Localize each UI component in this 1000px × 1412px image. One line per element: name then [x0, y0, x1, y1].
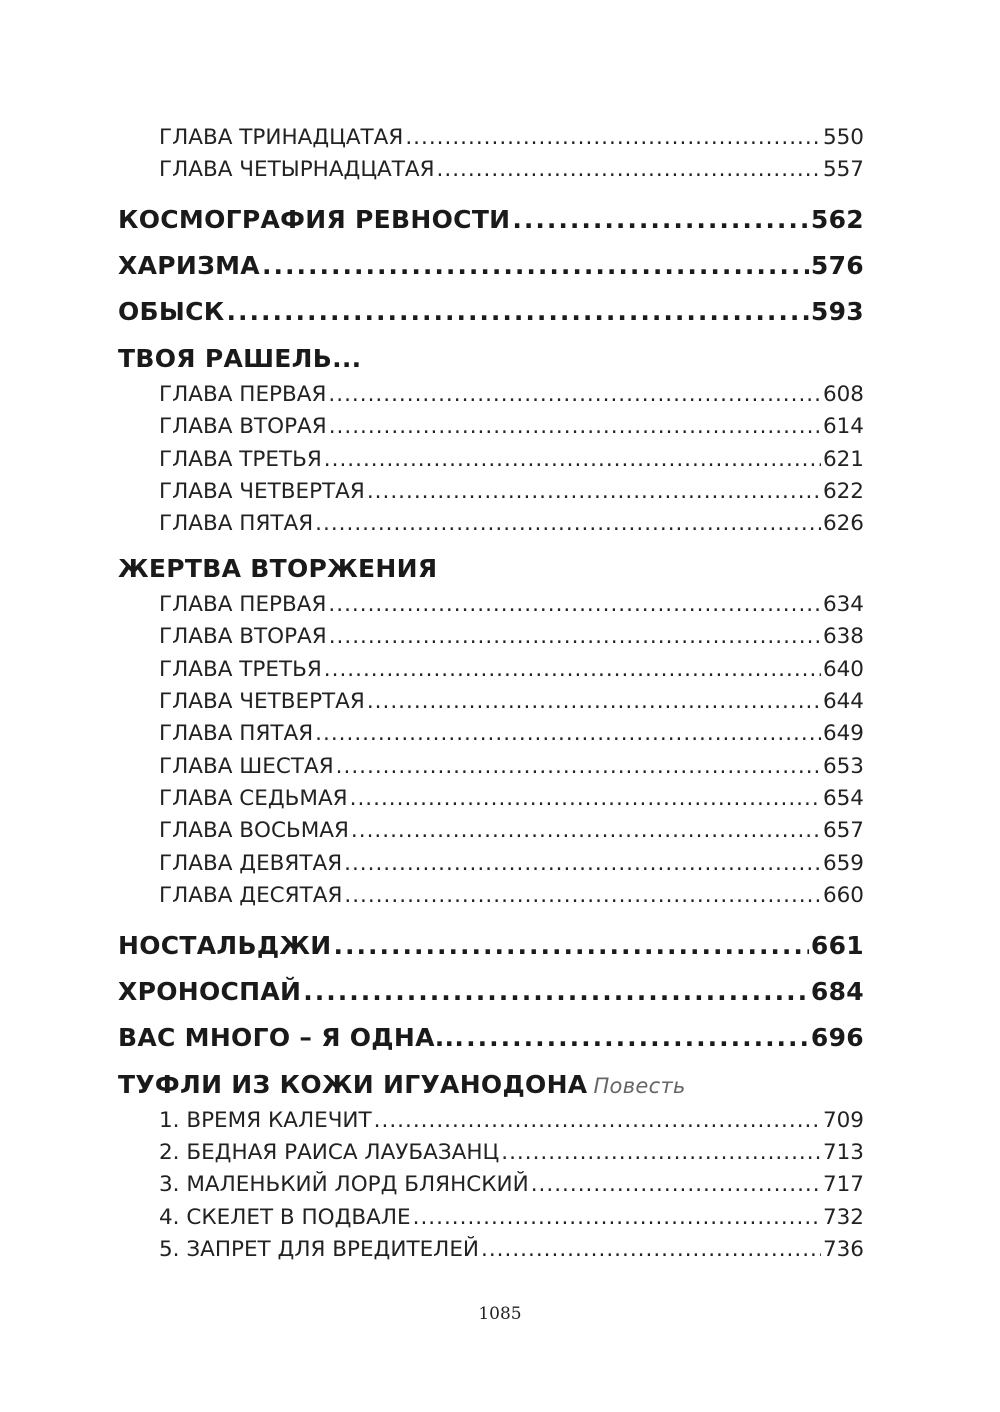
dot-leader — [481, 1234, 821, 1266]
dot-leader — [405, 122, 821, 154]
toc-chapter-entry[interactable] — [118, 411, 864, 443]
chapter-title: 3. МАЛЕНЬКИЙ ЛОРД БЛЯНСКИЙ — [159, 1172, 529, 1198]
dot-leader — [262, 243, 809, 289]
dot-leader — [512, 197, 809, 243]
dot-leader — [329, 621, 821, 653]
toc-entry-obysk[interactable] — [118, 289, 864, 335]
chapter-title: 1. ВРЕМЯ КАЛЕЧИТ — [159, 1107, 372, 1133]
toc-chapter-entry[interactable] — [118, 815, 864, 847]
dot-leader — [374, 1105, 821, 1137]
page-ref: 657 — [822, 818, 864, 844]
chapter-title: 5. ЗАПРЕТ ДЛЯ ВРЕДИТЕЛЕЙ — [159, 1237, 479, 1263]
chapter-title: ГЛАВА ДЕСЯТАЯ — [159, 883, 343, 909]
chapter-title: ГЛАВА ПЕРВАЯ — [159, 591, 327, 617]
page-ref: 626 — [822, 511, 864, 537]
toc-chapter-entry[interactable] — [118, 1234, 864, 1266]
dot-leader — [227, 289, 809, 335]
toc-chapter-entry[interactable] — [118, 508, 864, 540]
dot-leader — [350, 783, 821, 815]
entry-title: КОСМОГРАФИЯ РЕВНОСТИ — [118, 204, 511, 234]
chapter-title: 2. БЕДНАЯ РАИСА ЛАУБАЗАНЦ — [159, 1140, 500, 1166]
page-ref: 736 — [822, 1237, 864, 1263]
toc-chapter-entry[interactable] — [118, 654, 864, 686]
chapter-title: ГЛАВА ПЯТАЯ — [159, 721, 314, 747]
section-heading-zhertva[interactable] — [118, 549, 864, 589]
dot-leader — [329, 411, 821, 443]
page-ref: 661 — [810, 930, 864, 960]
toc-chapter-entry[interactable] — [118, 718, 864, 750]
page-ref: 654 — [822, 786, 864, 812]
page-ref: 717 — [822, 1172, 864, 1198]
page-ref: 640 — [822, 656, 864, 682]
dot-leader — [315, 718, 821, 750]
toc-chapter-entry[interactable] — [118, 686, 864, 718]
page-ref: 649 — [822, 721, 864, 747]
toc-chapter-entry[interactable] — [118, 783, 864, 815]
toc-chapter-entry[interactable] — [118, 621, 864, 653]
chapter-title: ГЛАВА ПЕРВАЯ — [159, 381, 327, 407]
toc-chapter-entry[interactable] — [118, 1105, 864, 1137]
page-ref: 659 — [822, 850, 864, 876]
toc-chapter-entry[interactable] — [118, 379, 864, 411]
page-ref: 557 — [822, 157, 864, 183]
chapter-title: ГЛАВА ШЕСТАЯ — [159, 753, 334, 779]
page-ref: 638 — [822, 624, 864, 650]
chapter-title: ГЛАВА ТРЕТЬЯ — [159, 446, 322, 472]
dot-leader — [344, 848, 821, 880]
dot-leader — [413, 1202, 821, 1234]
entry-title: ОБЫСК — [118, 296, 225, 326]
page-ref: 660 — [822, 883, 864, 909]
dot-leader — [351, 815, 821, 847]
entry-title: НОСТАЛЬДЖИ — [118, 930, 332, 960]
section-title: ТВОЯ РАШЕЛЬ... — [118, 343, 362, 373]
page-number: 1085 — [478, 1304, 522, 1324]
page-ref: 644 — [822, 688, 864, 714]
toc-chapter-entry[interactable] — [118, 1202, 864, 1234]
chapter-title: ГЛАВА ТРЕТЬЯ — [159, 656, 322, 682]
chapter-title: ГЛАВА ПЯТАЯ — [159, 511, 314, 537]
page-ref: 634 — [822, 591, 864, 617]
toc-entry-vas-mnogo[interactable] — [118, 1015, 864, 1061]
toc-chapter-entry[interactable] — [118, 154, 864, 186]
toc-chapter-entry[interactable] — [118, 848, 864, 880]
toc-chapter-entry[interactable] — [118, 476, 864, 508]
dot-leader — [328, 589, 821, 621]
page-ref: 696 — [810, 1022, 864, 1052]
chapter-title: ГЛАВА СЕДЬМАЯ — [159, 786, 348, 812]
chapter-title: ГЛАВА ЧЕТВЕРТАЯ — [159, 688, 365, 714]
dot-leader — [437, 154, 821, 186]
chapter-title: ГЛАВА ЧЕТЫРНАДЦАТАЯ — [159, 157, 435, 183]
page-ref: 713 — [822, 1140, 864, 1166]
toc-entry-kosmografia[interactable] — [118, 197, 864, 243]
toc-chapter-entry[interactable] — [118, 1169, 864, 1201]
page-ref: 608 — [822, 381, 864, 407]
chapter-title: 4. СКЕЛЕТ В ПОДВАЛЕ — [159, 1204, 411, 1230]
dot-leader — [324, 654, 821, 686]
page-ref: 621 — [822, 446, 864, 472]
toc-chapter-entry[interactable] — [118, 589, 864, 621]
dot-leader — [367, 476, 821, 508]
chapter-title: ГЛАВА ВОСЬМАЯ — [159, 818, 349, 844]
section-heading-tufli[interactable] — [118, 1065, 864, 1105]
dot-leader — [328, 379, 821, 411]
page-ref: 709 — [822, 1107, 864, 1133]
chapter-title: ГЛАВА ВТОРАЯ — [159, 414, 327, 440]
dot-leader — [501, 1137, 821, 1169]
toc-entry-nostaldzhi[interactable] — [118, 923, 864, 969]
toc-entry-khronospai[interactable] — [118, 969, 864, 1015]
entry-title: ВАС МНОГО – Я ОДНА... — [118, 1022, 465, 1052]
toc-chapter-entry[interactable] — [118, 122, 864, 154]
dot-leader — [334, 923, 809, 969]
page-ref: 653 — [822, 753, 864, 779]
chapter-title: ГЛАВА ВТОРАЯ — [159, 624, 327, 650]
dot-leader — [324, 444, 821, 476]
toc-chapter-entry[interactable] — [118, 880, 864, 912]
page-ref: 576 — [810, 250, 864, 280]
toc-entry-kharizma[interactable] — [118, 243, 864, 289]
section-title: ЖЕРТВА ВТОРЖЕНИЯ — [118, 553, 438, 583]
table-of-contents — [118, 122, 864, 1267]
dot-leader — [315, 508, 821, 540]
dot-leader — [531, 1169, 821, 1201]
entry-title: ХРОНОСПАЙ — [118, 976, 302, 1006]
page-ref: 732 — [822, 1204, 864, 1230]
dot-leader — [367, 686, 821, 718]
entry-title: ХАРИЗМА — [118, 250, 260, 280]
chapter-title: ГЛАВА ТРИНАДЦАТАЯ — [159, 125, 404, 150]
section-genre-note: Повесть — [593, 1073, 686, 1098]
dot-leader — [466, 1015, 809, 1061]
page-ref: 684 — [810, 976, 864, 1006]
page-ref: 614 — [822, 414, 864, 440]
section-heading-rashel[interactable] — [118, 339, 864, 379]
page-ref: 622 — [822, 478, 864, 504]
page-ref: 550 — [822, 125, 864, 150]
page-ref: 593 — [810, 296, 864, 326]
section-title: ТУФЛИ ИЗ КОЖИ ИГУАНОДОНА — [118, 1069, 588, 1099]
toc-chapter-entry[interactable] — [118, 444, 864, 476]
chapter-title: ГЛАВА ДЕВЯТАЯ — [159, 850, 343, 876]
dot-leader — [344, 880, 821, 912]
page-ref: 562 — [810, 204, 864, 234]
toc-chapter-entry[interactable] — [118, 751, 864, 783]
dot-leader — [336, 751, 821, 783]
toc-chapter-entry[interactable] — [118, 1137, 864, 1169]
dot-leader — [303, 969, 809, 1015]
chapter-title: ГЛАВА ЧЕТВЕРТАЯ — [159, 478, 365, 504]
